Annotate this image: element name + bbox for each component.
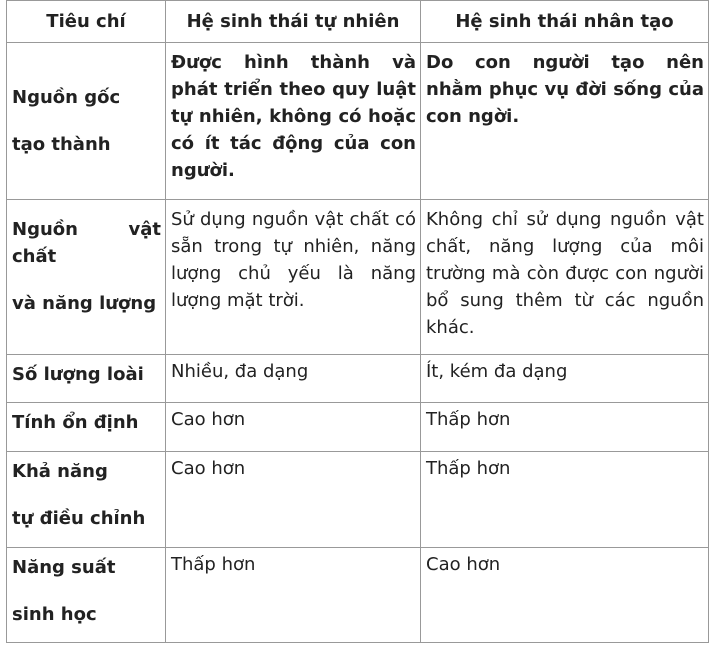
criteria-cell	[7, 452, 166, 548]
table-row	[7, 43, 709, 200]
table-row	[7, 355, 709, 403]
natural-cell: Thấp hơn	[166, 548, 421, 643]
criteria-cell	[7, 200, 166, 355]
natural-cell: Cao hơn	[166, 452, 421, 548]
artificial-cell: Ít, kém đa dạng	[421, 355, 709, 403]
criteria-line: Tính ổn định	[12, 412, 139, 433]
artificial-cell: Cao hơn	[421, 548, 709, 643]
criteria-line: tự điều chỉnh	[12, 508, 146, 529]
criteria-line: và năng lượng	[12, 293, 157, 314]
criteria-line: Năng suất	[12, 557, 116, 578]
criteria-line: Khả năng	[12, 461, 108, 482]
natural-cell: Sử dụng nguồn vật chất có sẵn trong tự nhiên, năng lượng chủ yếu là năng lượng mặt trời.	[166, 200, 421, 355]
criteria-line: Nguồn gốc	[12, 87, 121, 108]
criteria-cell	[7, 403, 166, 452]
header-natural: Hệ sinh thái tự nhiên	[166, 1, 421, 43]
artificial-cell: Thấp hơn	[421, 403, 709, 452]
natural-cell: Nhiều, đa dạng	[166, 355, 421, 403]
artificial-cell: Không chỉ sử dụng nguồn vật chất, năng lượng của môi trường mà còn được con người bổ sung thêm từ các nguồn khác.	[421, 200, 709, 355]
artificial-cell: Do con người tạo nên nhằm phục vụ đời sống của con ngời.	[421, 43, 709, 200]
table-row	[7, 452, 709, 548]
criteria-line: Số lượng loài	[12, 364, 144, 385]
criteria-line: Nguồn vật chất	[12, 219, 161, 267]
natural-cell: Cao hơn	[166, 403, 421, 452]
natural-cell: Được hình thành và phát triển theo quy luật tự nhiên, không có hoặc có ít tác động của con người.	[166, 43, 421, 200]
header-row	[7, 1, 709, 43]
criteria-cell	[7, 548, 166, 643]
header-criteria: Tiêu chí	[7, 1, 166, 43]
artificial-cell: Thấp hơn	[421, 452, 709, 548]
criteria-cell	[7, 355, 166, 403]
table-row	[7, 548, 709, 643]
criteria-line: tạo thành	[12, 134, 111, 155]
comparison-table	[6, 0, 709, 643]
criteria-cell	[7, 43, 166, 200]
table-row	[7, 200, 709, 355]
criteria-line: sinh học	[12, 604, 97, 625]
table-row	[7, 403, 709, 452]
header-artificial: Hệ sinh thái nhân tạo	[421, 1, 709, 43]
